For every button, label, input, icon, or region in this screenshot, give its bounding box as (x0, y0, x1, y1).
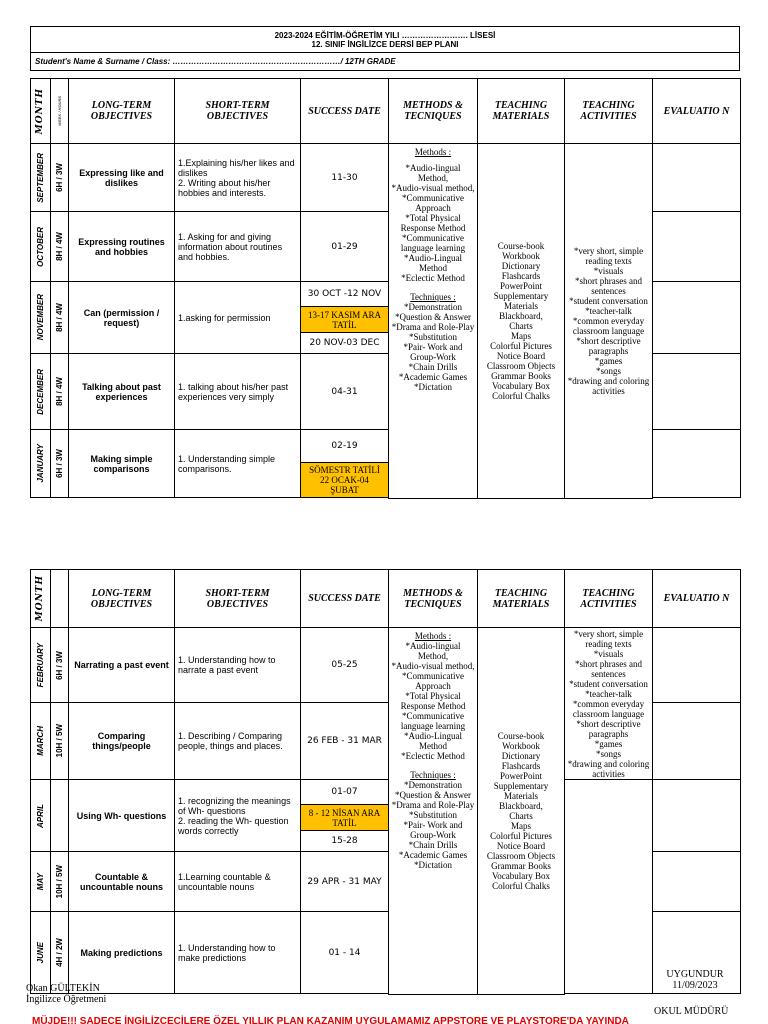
list-item: *Pair- Work and Group-Work (403, 820, 463, 840)
teacher-signature-block (26, 983, 106, 1005)
hours-cell: 8H / 4W (51, 282, 69, 354)
long-term-objective: Making predictions (69, 912, 175, 994)
list-item: *games (594, 739, 623, 749)
month-cell: MAY (31, 852, 51, 912)
list-item: Course-book (497, 730, 545, 741)
col-week-hours: WEEK / HOURS (51, 79, 69, 144)
list-item: *Question & Answer (395, 312, 471, 322)
methods-title: Methods : (414, 631, 452, 641)
evaluation-cell (653, 212, 741, 282)
header-line2: 12. SINIF İNGİLİZCE DERSİ BEP PLANI (311, 39, 459, 49)
header-line1: 2023-2024 EĞİTİM-ÖĞRETİM YILI ……………………. LİSESİ (274, 30, 496, 40)
list-item: *visuals (593, 649, 624, 659)
list-item: Blackboard, (499, 310, 543, 321)
list-item: *teacher-talk (585, 305, 632, 316)
principal-label: OKUL MÜDÜRÜ (654, 1006, 729, 1017)
list-item: Supplementary Materials (493, 290, 549, 311)
month-cell: NOVEMBER (31, 282, 51, 354)
short-term-objective: 1. Understanding how to narrate a past event (175, 628, 301, 703)
list-item: Blackboard, (499, 800, 543, 811)
long-term-objective: Countable & uncountable nouns (69, 852, 175, 912)
short-term-objective: 1. recognizing the meanings of Wh- questions 2. reading the Wh- question words correctly (175, 780, 301, 852)
list-item: *Dictation (414, 382, 452, 392)
evaluation-cell (653, 282, 741, 354)
holiday-badge: SÖMESTR TATİLİ 22 OCAK-04 ŞUBAT (301, 463, 388, 497)
hours-cell: 10H / 5W (51, 703, 69, 780)
teacher-title: İngilizce Öğretmeni (26, 994, 107, 1005)
list-item: Grammar Books (491, 860, 551, 871)
evaluation-cell (653, 628, 741, 703)
long-term-objective: Making simple comparisons (69, 430, 175, 498)
success-date: 04-31 (301, 354, 389, 430)
list-item: *Academic Games (398, 372, 468, 382)
list-item: *Eclectic Method (401, 273, 465, 283)
evaluation-cell (653, 144, 741, 212)
short-term-objective: 1. Describing / Comparing people, things and places. (175, 703, 301, 780)
short-term-objective: 1.Explaining his/her likes and dislikes 2. Writing about his/her hobbies and interests. (175, 144, 301, 212)
success-date: 01 - 14 (301, 912, 389, 994)
col-week-hours (51, 570, 69, 628)
evaluation-cell (653, 354, 741, 430)
list-item: *short descriptive paragraphs (576, 335, 641, 356)
long-term-objective: Comparing things/people (69, 703, 175, 780)
methods-list (391, 641, 475, 761)
evaluation-cell (653, 703, 741, 780)
list-item: *Chain Drills (408, 362, 458, 372)
materials-cell (478, 144, 565, 499)
list-item: *very short, simple reading texts (573, 245, 644, 266)
list-item: *songs (595, 749, 621, 759)
list-item: Dictionary (501, 750, 541, 761)
month-cell: OCTOBER (31, 212, 51, 282)
col-success-date: SUCCESS DATE (301, 570, 389, 628)
list-item: *Communicative Approach (402, 671, 464, 691)
list-item: Maps (511, 820, 531, 831)
list-item: PowerPoint (499, 280, 542, 291)
table-row (31, 780, 741, 852)
long-term-objective: Expressing like and dislikes (69, 144, 175, 212)
approval-block (655, 969, 735, 991)
list-item: *student conversation (569, 679, 648, 689)
holiday-badge: 8 - 12 NİSAN ARA TATİL (301, 805, 388, 831)
plan-table-term1 (30, 78, 741, 499)
success-date: 29 APR - 31 MAY (301, 852, 389, 912)
techniques-list (391, 302, 475, 392)
list-item: Vocabulary Box (491, 380, 551, 391)
methods-title: Methods : (414, 147, 452, 157)
long-term-objective: Talking about past experiences (69, 354, 175, 430)
list-item: *Communicative language learning (400, 233, 466, 253)
short-term-objective: 1. Asking for and giving information about routines and hobbies. (175, 212, 301, 282)
list-item: *very short, simple reading texts (573, 629, 644, 649)
teacher-name: Okan GÜLTEKİN (26, 983, 100, 994)
short-term-objective: 1. Understanding simple comparisons. (175, 430, 301, 498)
list-item: *Total Physical Response Method (400, 213, 466, 233)
col-activities: TEACHING ACTIVITIES (565, 79, 653, 144)
list-item: *short descriptive paragraphs (576, 719, 641, 739)
col-materials: TEACHING MATERIALS (478, 570, 565, 628)
list-item: Colorful Chalks (492, 390, 550, 401)
hours-cell: 6H / 3W (51, 628, 69, 703)
list-item: *drawing and coloring activities (567, 759, 650, 779)
list-item: *Drama and Role-Play (391, 800, 475, 810)
list-item: Flashcards (501, 270, 541, 281)
month-cell: JANUARY (31, 430, 51, 498)
list-item: *visuals (593, 265, 624, 276)
list-item: *Demonstration (404, 780, 462, 790)
list-item: *games (594, 355, 623, 366)
list-item: Maps (511, 330, 531, 341)
col-long-term: LONG-TERM OBJECTIVES (69, 79, 175, 144)
list-item: *Eclectic Method (401, 751, 465, 761)
short-term-objective: 1.Learning countable & uncountable nouns (175, 852, 301, 912)
col-methods: METHODS & TECNIQUES (389, 79, 478, 144)
col-evaluation: EVALUATIO N (653, 79, 741, 144)
list-item: *Pair- Work and Group-Work (403, 342, 463, 362)
hours-cell: 8H / 4W (51, 212, 69, 282)
list-item: Vocabulary Box (491, 870, 551, 881)
success-date: 26 FEB - 31 MAR (301, 703, 389, 780)
list-item: *common everyday classroom language (572, 699, 645, 719)
list-item: *Audio-Lingual Method (404, 253, 462, 273)
list-item: *short phrases and sentences (575, 275, 642, 296)
table-header-row (31, 79, 741, 144)
list-item: PowerPoint (499, 770, 542, 781)
list-item: *common everyday classroom language (572, 315, 645, 336)
col-month: MONTH (31, 570, 51, 628)
col-activities: TEACHING ACTIVITIES (565, 570, 653, 628)
col-long-term: LONG-TERM OBJECTIVES (69, 570, 175, 628)
list-item: Workbook (502, 740, 540, 751)
short-term-objective: 1. Understanding how to make predictions (175, 912, 301, 994)
date-part: 01-07 (301, 781, 388, 805)
list-item: Notice Board (496, 840, 546, 851)
short-term-objective: 1. talking about his/her past experiences very simply (175, 354, 301, 430)
hours-cell: 4H / 2W (51, 912, 69, 994)
col-month: MONTH (31, 79, 51, 144)
month-cell: DECEMBER (31, 354, 51, 430)
activities-cell (565, 144, 653, 499)
list-item: *short phrases and sentences (575, 659, 642, 679)
success-date (301, 430, 389, 498)
list-item: Grammar Books (491, 370, 551, 381)
list-item: Notice Board (496, 350, 546, 361)
promo-warning: MÜJDE!!! SADECE İNGİLİZCECİLERE ÖZEL YILLIK PLAN KAZANIM UYGULAMAMIZ APPSTORE VE PLAYSTORE'DA YAYINDA (32, 1016, 629, 1024)
table-row (31, 144, 741, 212)
date-part: 20 NOV-03 DEC (309, 337, 380, 348)
list-item: Classroom Objects (486, 850, 556, 861)
list-item: *Chain Drills (408, 840, 458, 850)
list-item: *Question & Answer (395, 790, 471, 800)
table-header-row (31, 570, 741, 628)
list-item: *Communicative language learning (400, 711, 466, 731)
list-item: *Audio-visual method, (391, 183, 475, 193)
success-date (301, 282, 389, 354)
hours-cell: 10H / 5W (51, 852, 69, 912)
techniques-title: Techniques : (410, 292, 456, 302)
list-item: *Audio-lingual Method, (405, 163, 461, 183)
list-item: Supplementary Materials (493, 780, 549, 801)
evaluation-cell (653, 780, 741, 852)
list-item: *Demonstration (404, 302, 462, 312)
long-term-objective: Narrating a past event (69, 628, 175, 703)
list-item: *drawing and coloring activities (567, 375, 650, 396)
hours-cell: 6H / 3W (51, 144, 69, 212)
table-row (31, 628, 741, 703)
list-item: *Audio-visual method, (391, 661, 475, 671)
list-item: *Academic Games (398, 850, 468, 860)
month-cell: MARCH (31, 703, 51, 780)
activities-empty-cell (565, 780, 653, 994)
hours-cell: 8H / 4W (51, 354, 69, 430)
short-term-objective: 1.asking for permission (175, 282, 301, 354)
date-part: 15-28 (331, 835, 358, 846)
list-item: Workbook (502, 250, 540, 261)
list-item: *songs (595, 365, 621, 376)
holiday-badge: 13-17 KASIM ARA TATİL (301, 307, 388, 333)
success-date: 01-29 (301, 212, 389, 282)
evaluation-cell (653, 430, 741, 498)
plan-header (30, 26, 740, 71)
approval-label: UYGUNDUR (666, 969, 724, 980)
methods-cell (389, 144, 478, 499)
list-item: *Drama and Role-Play (391, 322, 475, 332)
list-item: *Total Physical Response Method (400, 691, 466, 711)
list-item: Charts (509, 320, 533, 331)
list-item: *Dictation (414, 860, 452, 870)
list-item: *teacher-talk (585, 689, 632, 699)
list-item: Colorful Pictures (490, 830, 552, 841)
month-cell: APRIL (31, 780, 51, 852)
date-part: 02-19 (301, 431, 388, 463)
methods-cell (389, 628, 478, 995)
list-item: Dictionary (501, 260, 541, 271)
methods-list (391, 163, 475, 283)
date-part: 30 OCT -12 NOV (301, 283, 388, 307)
month-cell: SEPTEMBER (31, 144, 51, 212)
success-date: 05-25 (301, 628, 389, 703)
list-item: Course-book (497, 240, 545, 251)
list-item: Charts (509, 810, 533, 821)
col-success-date: SUCCESS DATE (301, 79, 389, 144)
col-methods: METHODS & TECNIQUES (389, 570, 478, 628)
list-item: Colorful Pictures (490, 340, 552, 351)
student-name-line: Student's Name & Surname / Class: ………………………………………………………/ 12TH GRADE (31, 53, 740, 71)
col-evaluation: EVALUATIO N (653, 570, 741, 628)
techniques-title: Techniques : (410, 770, 456, 780)
materials-cell (478, 628, 565, 995)
list-item: *Audio-lingual Method, (405, 641, 461, 661)
long-term-objective: Using Wh- questions (69, 780, 175, 852)
success-date: 11-30 (301, 144, 389, 212)
list-item: *Audio-Lingual Method (404, 731, 462, 751)
approval-date: 11/09/2023 (672, 980, 718, 991)
activities-cell (565, 628, 653, 780)
list-item: Classroom Objects (486, 360, 556, 371)
plan-table-term2 (30, 569, 741, 995)
list-item: Flashcards (501, 760, 541, 771)
list-item: *Substitution (408, 332, 457, 342)
list-item: Colorful Chalks (492, 880, 550, 891)
techniques-list (391, 780, 475, 870)
long-term-objective: Expressing routines and hobbies (69, 212, 175, 282)
hours-cell: 6H / 3W (51, 430, 69, 498)
list-item: *student conversation (569, 295, 648, 306)
col-short-term: SHORT-TERM OBJECTIVES (175, 79, 301, 144)
long-term-objective: Can (permission / request) (69, 282, 175, 354)
list-item: *Substitution (408, 810, 457, 820)
month-cell: JUNE (31, 912, 51, 994)
header-title (31, 27, 740, 53)
evaluation-cell (653, 852, 741, 912)
success-date (301, 780, 389, 852)
list-item: *Communicative Approach (402, 193, 464, 213)
col-short-term: SHORT-TERM OBJECTIVES (175, 570, 301, 628)
month-cell: FEBRUARY (31, 628, 51, 703)
col-materials: TEACHING MATERIALS (478, 79, 565, 144)
hours-cell (51, 780, 69, 852)
